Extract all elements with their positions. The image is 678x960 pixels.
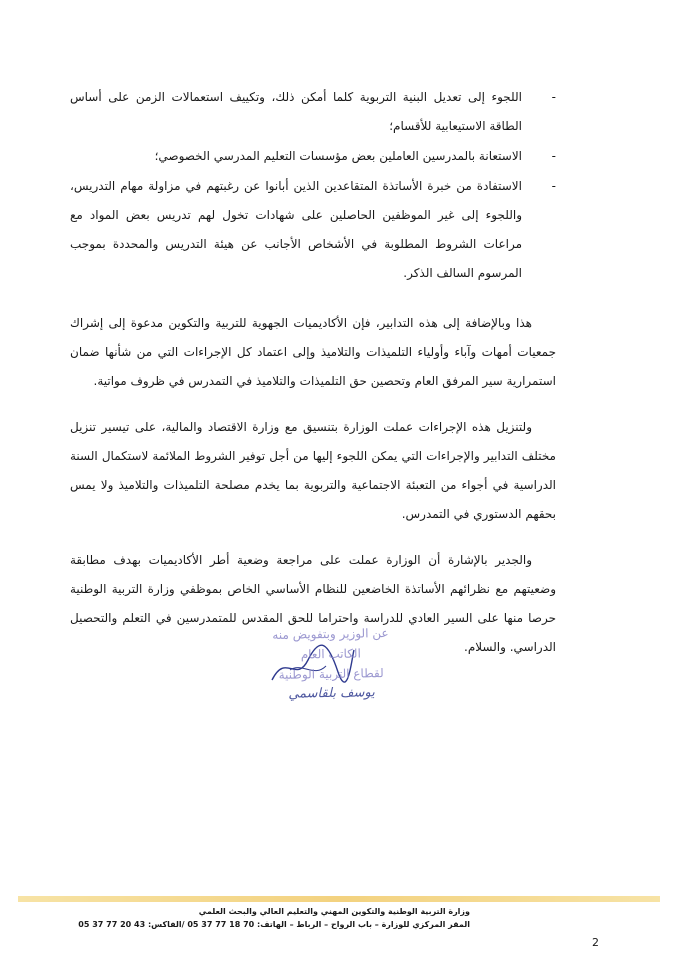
bullet-item	[70, 83, 556, 141]
bullet-marker: -	[551, 179, 556, 193]
bullet-marker: -	[551, 149, 556, 163]
bullet-item	[70, 142, 556, 171]
paragraph-stakeholders: هذا وبالإضافة إلى هذه التدابير، فإن الأكاديميات الجهوية للتربية والتكوين مدعوة إلى إشراك جمعيات أمهات وآباء وأولياء التلميذات والتلاميذ وإلى اعتماد كل الإجراءات التي من شأنها ضمان استمرارية سير المرفق العام وتحصين حق التلميذات والتلاميذ في التمدرس في ظروف مواتية.	[70, 316, 556, 388]
bullet-text: الاستعانة بالمدرسين العاملين بعض مؤسسات التعليم المدرسي الخصوصي؛	[154, 149, 522, 163]
document-body	[70, 83, 556, 674]
bullet-text: الاستفادة من خبرة الأساتذة المتقاعدين الذين أبانوا عن رغبتهم في مزاولة مهام التدريس، واللجوء إلى غير الموظفين الحاصلين على شهادات تخول لهم تدريس بعض المواد مع مراعات الشروط المطلوبة في الأشخاص الأجانب عن هيئة التدريس والمحددة بموجب المرسوم السالف الذكر.	[70, 179, 522, 280]
stamp-line-title: الكاتب العام	[300, 646, 361, 662]
footer	[70, 905, 470, 931]
footer-ministry: وزارة التربية الوطنية والتكوين المهني والتعليم العالي والبحث العلمي	[198, 907, 470, 916]
official-stamp	[255, 623, 406, 706]
stamp-line-delegation: عن الوزير وبتفويض منه	[272, 625, 389, 643]
paragraph-closing: والجدير بالإشارة أن الوزارة عملت على مراجعة وضعية أطر الأكاديميات بهدف مطابقة وضعيتهم مع نظرائهم الأساتذة الخاضعين للنظام الأساسي الخاص بموظفي وزارة التربية الوطنية حرصا منها على السير العادي للدراسة واحتراما للحق المقدس للمتمدرسين في التعلم والتحصيل الدراسي. والسلام.	[70, 553, 556, 654]
paragraph-implementation: ولتنزيل هذه الإجراءات عملت الوزارة بتنسيق مع وزارة الاقتصاد والمالية، على تيسير تنزيل مختلف التدابير والإجراءات التي يمكن اللجوء إليها من أجل توفير الشروط الملائمة لاستكمال السنة الدراسية في أجواء من التعبئة الاجتماعية والتربوية بما يخدم مصلحة التلميذات والتلاميذ ولا يمس بحقهم الدستوري في التمدرس.	[70, 420, 556, 521]
bullet-text: اللجوء إلى تعديل البنية التربوية كلما أمكن ذلك، وتكييف استعمالات الزمن على أساس الطاقة الاستيعابية للأقسام؛	[70, 90, 522, 133]
footer-address: المقر المركزي للوزارة – باب الرواح – الرباط – الهاتف: 70 18 77 37 05 /الفاكس: 43 20 77 37 05	[78, 920, 470, 929]
page-number: 2	[592, 936, 599, 949]
bullet-marker: -	[551, 90, 556, 104]
stamp-signatory: يوسف بلقاسمي	[288, 685, 375, 702]
bullet-item	[70, 172, 556, 288]
stamp-line-sector: لقطاع التربية الوطنية	[278, 666, 384, 682]
footer-divider	[18, 896, 660, 902]
